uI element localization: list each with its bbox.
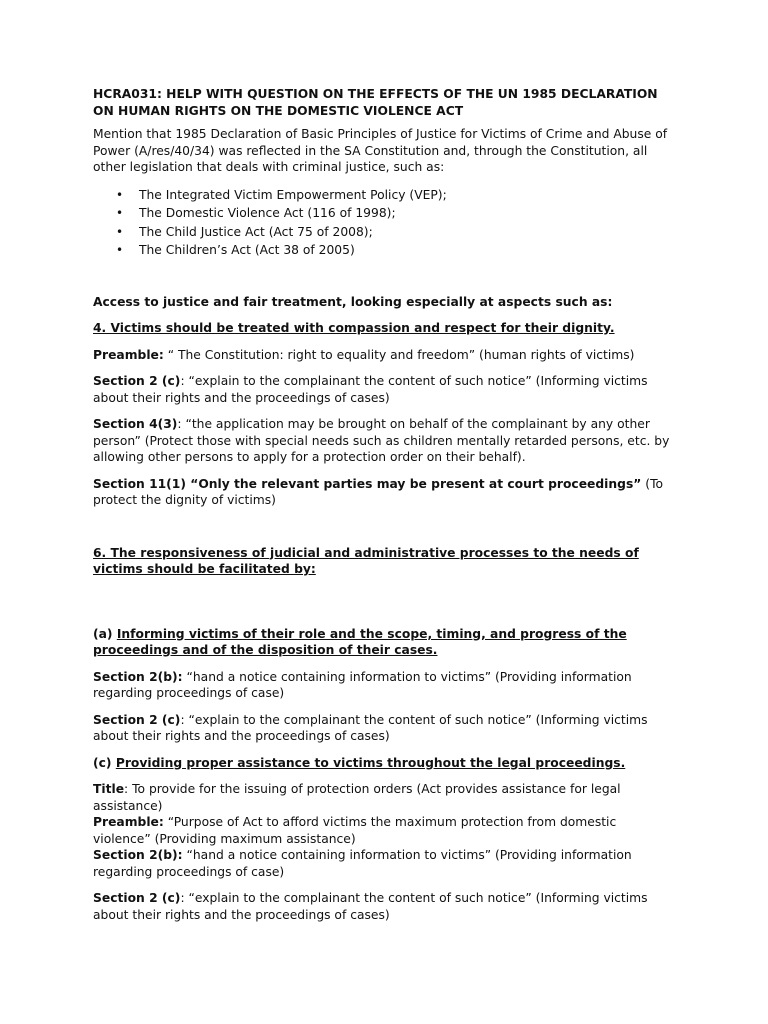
point-6c-preamble: Preamble: “Purpose of Act to afford victims the maximum protection from domestic violence” (Providing maximum assistance) — [93, 815, 617, 846]
spacer — [93, 519, 676, 545]
point-4-preamble: Preamble: “ The Constitution: right to equality and freedom” (human rights of victims) — [93, 347, 635, 362]
list-item: • The Children’s Act (Act 38 of 2005) — [139, 241, 676, 260]
legislation-list — [93, 186, 676, 260]
point-6a-section-2b: Section 2(b): “hand a notice containing information to victims” (Providing information regarding proceedings of case) — [93, 669, 632, 700]
document-title: HCRA031: HELP WITH QUESTION ON THE EFFECTS OF THE UN 1985 DECLARATION ON HUMAN RIGHTS ON THE DOMESTIC VIOLENCE ACT — [93, 87, 658, 118]
spacer — [93, 260, 676, 294]
point-4-heading: 4. Victims should be treated with compassion and respect for their dignity. — [93, 321, 615, 335]
list-item: • The Child Justice Act (Act 75 of 2008); — [139, 223, 676, 242]
point-6c-section-2c: Section 2 (c): “explain to the complainant the content of such notice” (Informing victims about their rights and the proceedings of cases) — [93, 891, 648, 922]
access-heading: Access to justice and fair treatment, looking especially at aspects such as: — [93, 294, 613, 309]
point-4-section-4-3: Section 4(3): “the application may be brought on behalf of the complainant by any other person” (Protect those with special needs such as children mentally retarded persons, etc. by allowing other persons to apply for a protection order on their behalf). — [93, 417, 670, 464]
point-4-section-2c: Section 2 (c): “explain to the complainant the content of such notice” (Informing victims about their rights and the proceedings of cases) — [93, 374, 648, 405]
intro-paragraph: Mention that 1985 Declaration of Basic Principles of Justice for Victims of Crime and Abuse of Power (A/res/40/34) was reflected in the SA Constitution and, through the Constitution, all other legislation that deals with criminal justice, such as: — [93, 127, 668, 174]
list-item: • The Domestic Violence Act (116 of 1998); — [139, 204, 676, 223]
spacer — [93, 588, 676, 626]
point-6-heading: 6. The responsiveness of judicial and administrative processes to the needs of victims should be facilitated by: — [93, 545, 639, 576]
list-item: • The Integrated Victim Empowerment Policy (VEP); — [139, 186, 676, 205]
point-6c-section-2b: Section 2(b): “hand a notice containing information to victims” (Providing information regarding proceedings of case) — [93, 848, 632, 879]
point-6c-title: Title: To provide for the issuing of protection orders (Act provides assistance for legal assistance) — [93, 782, 621, 813]
point-6a-section-2c: Section 2 (c): “explain to the complainant the content of such notice” (Informing victims about their rights and the proceedings of cases) — [93, 712, 648, 743]
point-4-section-11-1: Section 11(1) “Only the relevant parties may be present at court proceedings” (To protect the dignity of victims) — [93, 476, 664, 507]
point-6c-heading: (c) Providing proper assistance to victims throughout the legal proceedings. — [93, 755, 626, 770]
point-6a-heading: (a) Informing victims of their role and the scope, timing, and progress of the proceedings and of the disposition of their cases. — [93, 626, 627, 657]
